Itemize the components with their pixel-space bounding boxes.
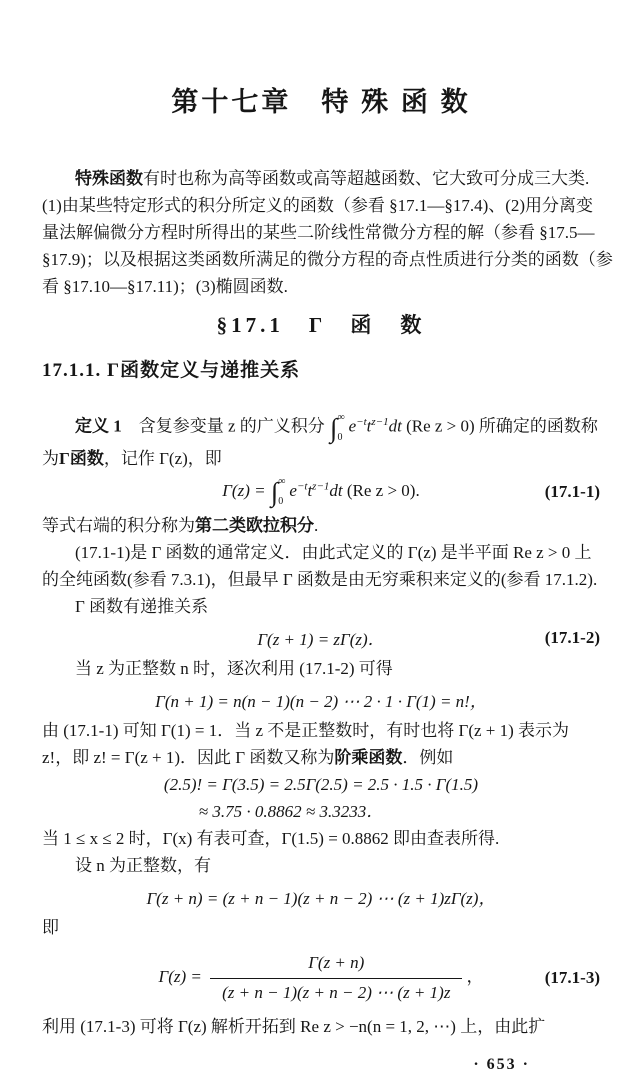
integral-upper-limit: ∞ — [278, 476, 286, 488]
equation-tag: (17.1-2) — [544, 627, 600, 647]
factorial-equation — [42, 687, 600, 712]
positive-integer-line: 当 z 为正整数 n 时，逐次利用 (17.1-2) 可得 — [75, 659, 393, 679]
euler-pre: 等式右端的积分称为 — [42, 516, 195, 536]
intro-line-text: 有时也称为高等函数或高等超越函数、它大致可分成三大类. — [143, 169, 590, 188]
body-line: (17.1-1)是 Γ 函数的通常定义．由此式定义的 Γ(z) 是半平面 Re z > 0 上 — [75, 543, 592, 563]
formula-lhs: Γ(z) = — [158, 967, 207, 987]
intro-line: 量法解偏微分方程时所得出的某些二阶线性常微分方程的解（参看 §17.5— — [42, 223, 595, 242]
formula-body: ≈ 3.75 · 0.8862 ≈ 3.3233． — [198, 802, 384, 822]
math-var-t: t — [366, 417, 372, 437]
integral-sign: ∫ — [270, 476, 279, 507]
para3-l2-post: ．例如 — [402, 748, 454, 768]
math-exponent: z−1 — [312, 480, 330, 493]
set-n-line: 设 n 为正整数，有 — [75, 856, 211, 876]
math-dt: dt — [388, 417, 402, 437]
integral-limits — [337, 413, 344, 443]
equation-17-1-1 — [42, 477, 600, 507]
definition-l2-pre: 为 — [42, 449, 59, 469]
integral-lower-limit: 0 — [278, 496, 284, 508]
math-exponent: −t — [296, 480, 308, 493]
definition-paragraph — [42, 404, 600, 472]
table-lookup-line: 当 1 ≤ x ≤ 2 时，Γ(x) 有表可查，Γ(1.5) = 0.8862 即由查表所得. — [42, 829, 500, 849]
equation-17-1-3 — [42, 951, 600, 1005]
intro-line — [42, 165, 600, 192]
fraction-numerator: Γ(z + n) — [210, 951, 462, 979]
intro-line: §17.9)；以及根据这类函数所满足的微分方程的奇点性质进行分类的函数（参 — [42, 250, 613, 269]
subsection-title: 17.1.1. Γ函数定义与递推关系 — [42, 360, 301, 382]
equation-tag: (17.1-3) — [544, 968, 600, 988]
definition-line-2 — [42, 445, 600, 472]
math-var-t: t — [307, 480, 313, 500]
gamma-function-bold: Γ函数 — [59, 449, 104, 469]
example-line-1 — [42, 771, 600, 798]
definition-pre-text: 含复参变量 z 的广义积分 — [121, 417, 330, 437]
namely-line: 即 — [42, 918, 59, 938]
formula-body: Γ(z + n) = (z + n − 1)(z + n − 2) ⋯ (z + 1)zΓ(z)， — [146, 889, 496, 909]
fraction — [210, 951, 462, 1005]
intro-line: (1)由某些特定形式的积分所定义的函数（参看 §17.1—§17.4)、(2)用分离变 — [42, 196, 594, 215]
definition-label: 定义 1 — [75, 417, 122, 437]
integral — [271, 477, 289, 507]
integral-limits — [278, 477, 285, 507]
recurrence-intro-line: Γ 函数有递推关系 — [75, 597, 209, 617]
formula-body: Γ(z + 1) = zΓ(z)． — [257, 630, 385, 650]
intro-line: 看 §17.10—§17.11)；(3)椭圆函数. — [42, 277, 288, 296]
example-line-2 — [42, 798, 600, 825]
math-var-e: e — [289, 480, 297, 500]
section-title: §17.1 Γ 函 数 — [216, 313, 426, 337]
formula-body: Γ(n + 1) = n(n − 1)(n − 2) ⋯ 2 · 1 · Γ(1) = n!， — [155, 692, 487, 712]
page-number: · 653 · — [473, 1056, 530, 1074]
equation-tag: (17.1-1) — [544, 482, 600, 502]
body-line — [42, 744, 600, 771]
formula-lhs: Γ(z) = — [222, 480, 270, 500]
factorial-function-bold: 阶乘函数 — [334, 748, 403, 768]
integral — [330, 413, 348, 443]
formula-body: (2.5)! = Γ(3.5) = 2.5Γ(2.5) = 2.5 · 1.5 · Γ(1.5) — [163, 775, 479, 795]
math-exponent: −t — [356, 416, 367, 429]
integral-upper-limit: ∞ — [337, 412, 345, 424]
math-var-e: e — [348, 417, 357, 437]
body-line: 由 (17.1-1) 可知 Γ(1) = 1．当 z 不是正整数时，有时也将 Γ(z + 1) 表示为 — [42, 721, 570, 741]
analytic-continuation-line: 利用 (17.1-3) 可将 Γ(z) 解析开拓到 Re z > −n(n = 1, 2, ⋯) 上，由此扩 — [42, 1017, 546, 1037]
chapter-title: 第十七章 特 殊 函 数 — [171, 87, 471, 117]
euler-post: . — [314, 516, 319, 536]
integral-lower-limit: 0 — [337, 432, 343, 444]
gamma-zn-equation — [42, 884, 600, 909]
definition-l2-post: ，记作 Γ(z)，即 — [103, 449, 222, 469]
math-dt: dt — [329, 480, 343, 500]
fraction-denominator: (z + n − 1)(z + n − 2) ⋯ (z + 1)z — [222, 982, 451, 1002]
math-exponent: z−1 — [371, 416, 389, 429]
equation-17-1-2 — [42, 625, 600, 650]
integral-sign: ∫ — [330, 412, 338, 443]
definition-line-1 — [42, 404, 600, 445]
intro-paragraph — [42, 165, 613, 300]
formula-punctuation: ， — [466, 967, 484, 987]
formula-body — [159, 951, 484, 1005]
euler-integral-line — [42, 512, 600, 539]
definition-post-text: (Re z > 0) 所确定的函数称 — [401, 417, 598, 437]
euler-bold-term: 第二类欧拉积分 — [195, 516, 314, 536]
body-line: 的全纯函数(参看 7.3.1)，但最早 Γ 函数是由无穷乘积来定义的(参看 17.1.2). — [42, 570, 598, 590]
formula-body — [222, 477, 419, 507]
intro-lead-bold: 特殊函数 — [75, 169, 143, 188]
para3-l2-pre: z!，即 z! = Γ(z + 1)．因此 Γ 函数又称为 — [42, 748, 335, 768]
formula-condition: (Re z > 0). — [342, 480, 420, 500]
